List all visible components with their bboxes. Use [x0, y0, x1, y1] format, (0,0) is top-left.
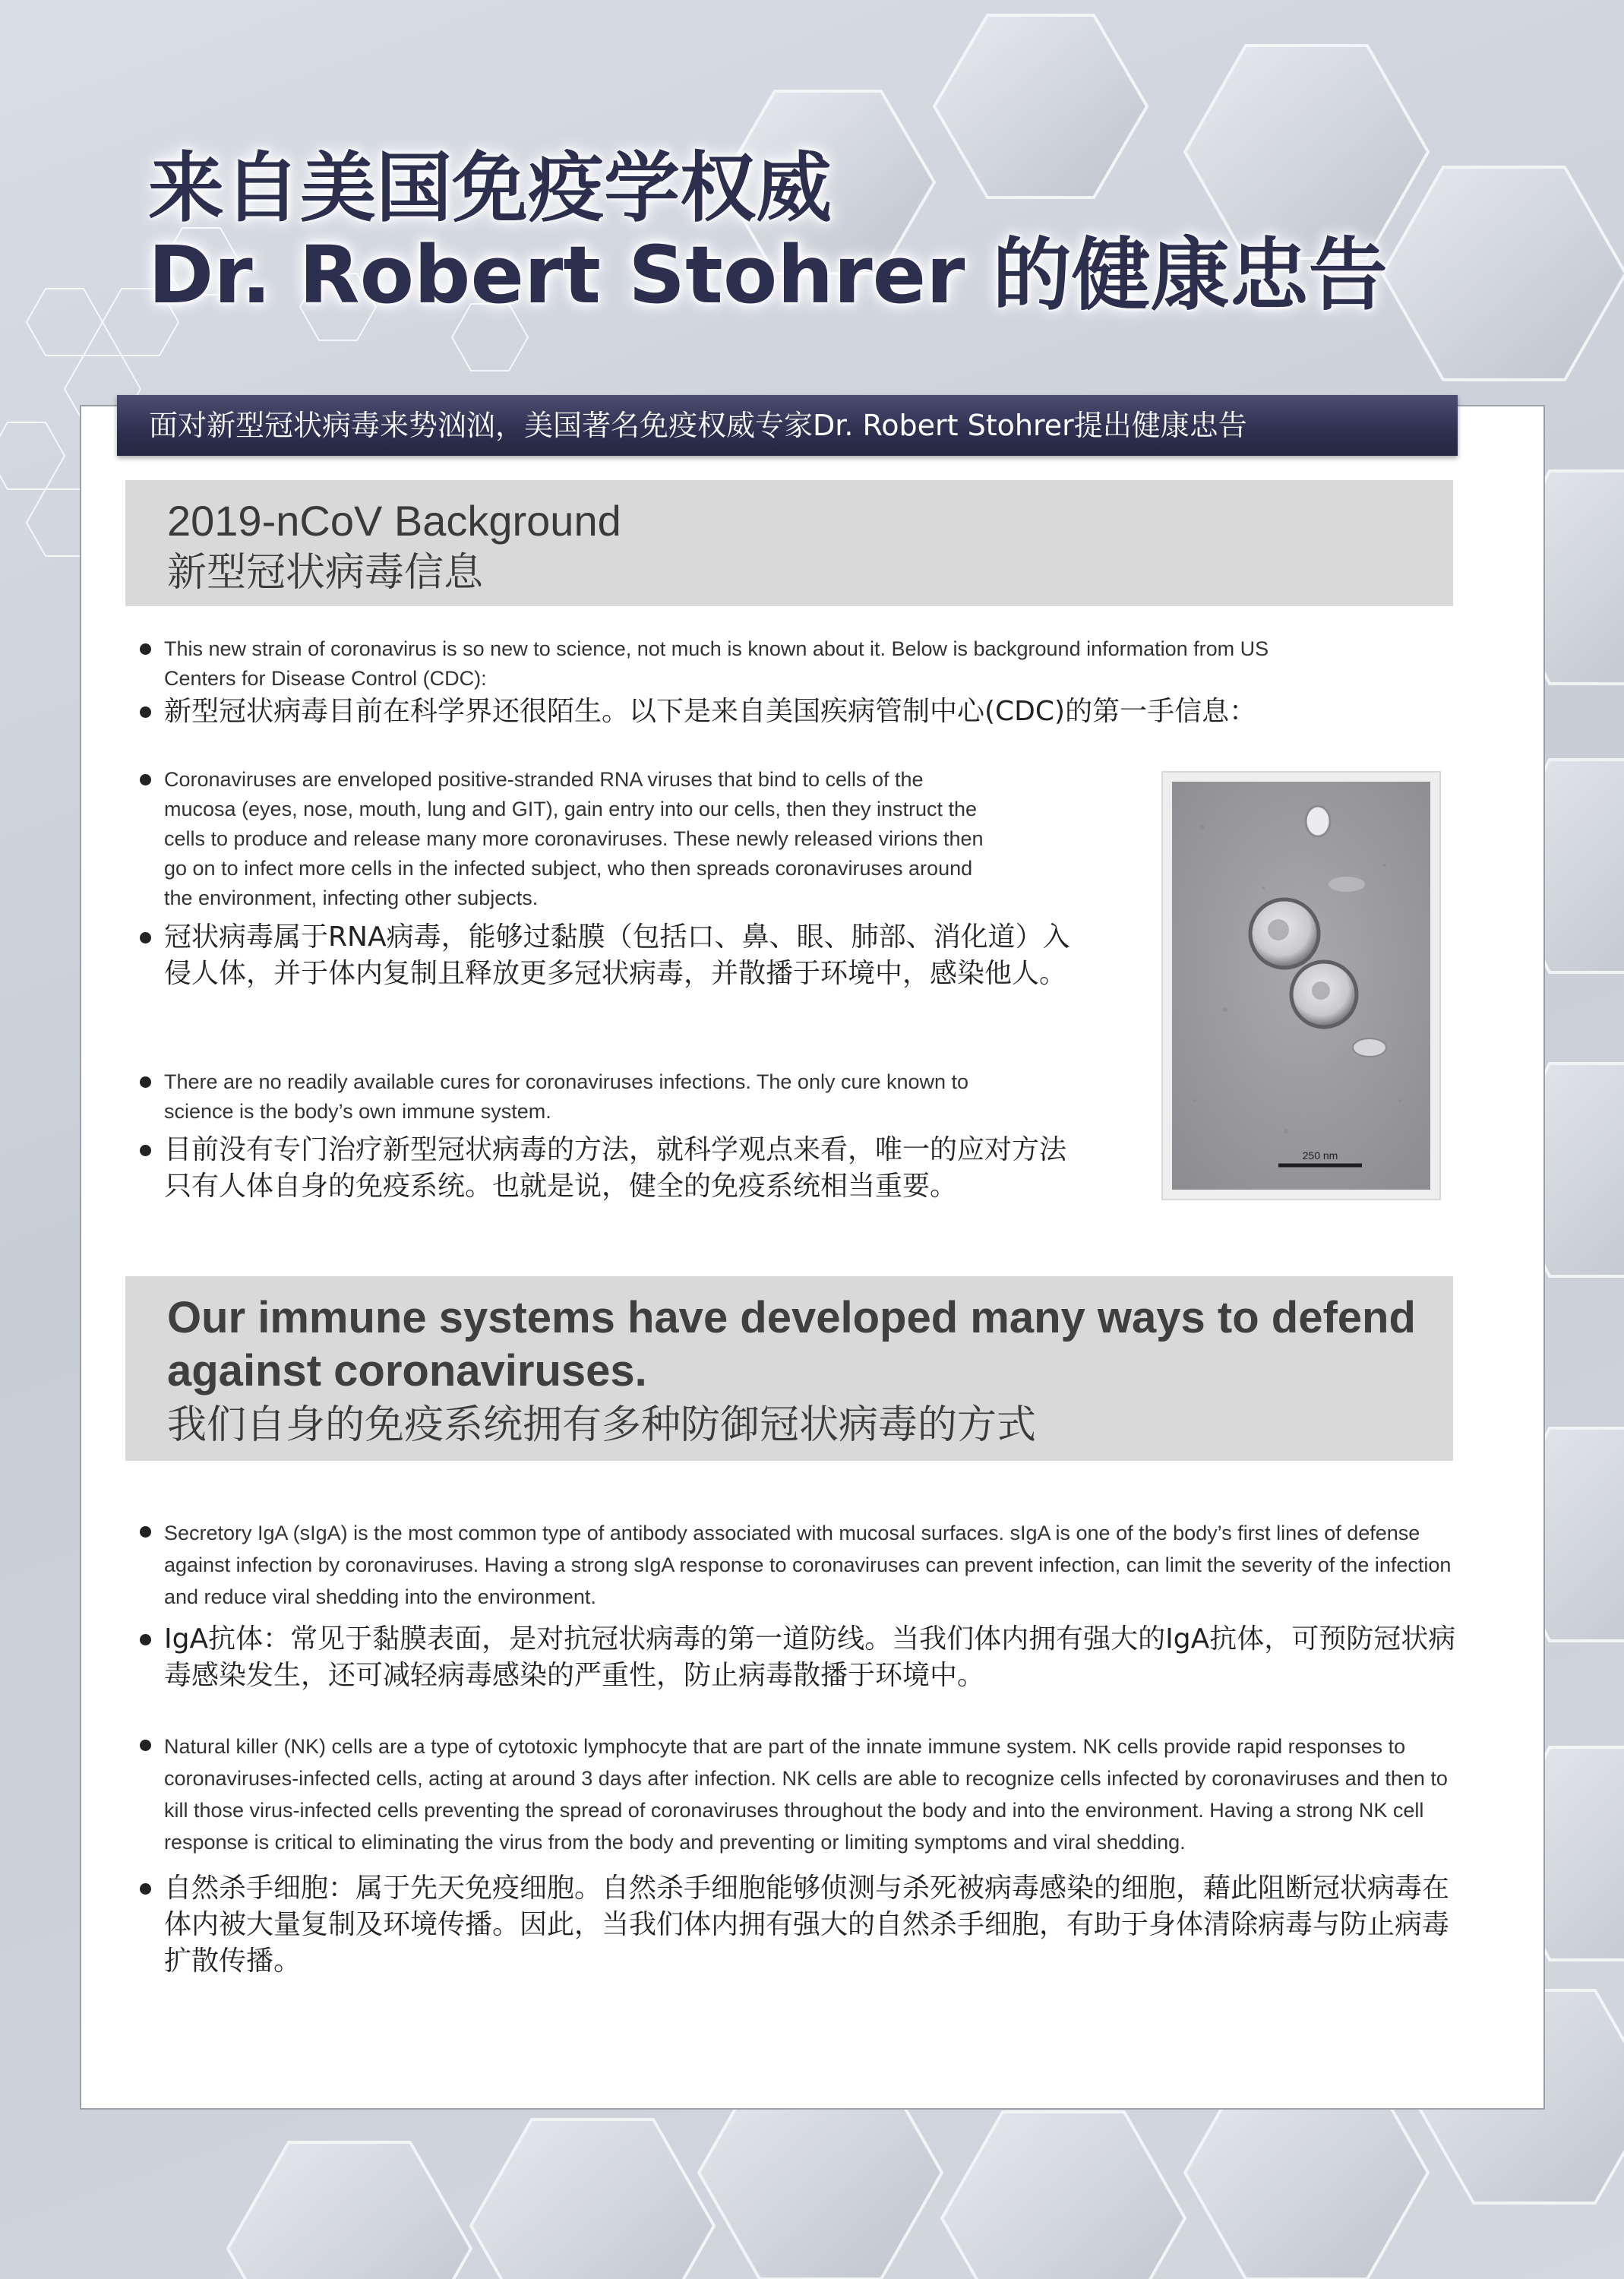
section-header-background-2 [125, 1276, 1453, 1461]
section-heading-en: 2019-nCoV Background [167, 497, 621, 545]
scale-bar-label: 250 nm [1302, 1149, 1338, 1162]
bullet-nk-en: Natural killer (NK) cells are a type of cytotoxic lymphocyte that are part of the innate immune system. NK cells provide rapid responses to coronaviruses-infected cells, acting at around 3 days after infection. NK cells are able to recognize cells infected by coronaviruses and then to kill those virus-infected cells preventing the spread of coronaviruses throughout the body and into the environment. Having a strong NK cell response is critical to eliminating the virus from the body and preventing or limiting symptoms and viral shedding. [140, 1731, 1469, 1858]
bullet-rna-en: Coronaviruses are enveloped positive-stranded RNA viruses that bind to cells of the mucosa (eyes, nose, mouth, lung and GIT), gain entry into our cells, then they instruct the cells to produce and release many more coronaviruses. These newly released virions then go on to infect more cells in the infected subject, who then spreads coronaviruses around the environment, infecting other subjects. [140, 765, 991, 913]
bullet-rna-zh: 冠状病毒属于RNA病毒，能够过黏膜（包括口、鼻、眼、肺部、消化道）入侵人体，并于体内复制且释放更多冠状病毒，并散播于环境中，感染他人。 [140, 919, 1085, 992]
section-heading-zh: 新型冠状病毒信息 [167, 550, 484, 596]
micrograph-drawing [1172, 782, 1430, 1190]
title-line-1: 来自美国免疫学权威 [148, 144, 832, 232]
bullet-cure-zh: 目前没有专门治疗新型冠状病毒的方法，就科学观点来看，唯一的应对方法只有人体自身的免疫系统。也就是说，健全的免疫系统相当重要。 [140, 1132, 1089, 1205]
subtitle-bar: 面对新型冠状病毒来势汹汹，美国著名免疫权威专家Dr. Robert Stohrer提出健康忠告 [117, 395, 1458, 456]
title-line-2: Dr. Robert Stohrer 的健康忠告 [148, 229, 1388, 321]
bullet-iga-zh: IgA抗体：常见于黏膜表面，是对抗冠状病毒的第一道防线。当我们体内拥有强大的IgA抗体，可预防冠状病毒感染发生，还可减轻病毒感染的严重性，防止病毒散播于环境中。 [140, 1621, 1461, 1694]
section-header-background [125, 480, 1453, 606]
title-block [148, 144, 1388, 321]
bullet-cure-en: There are no readily available cures for coronaviruses infections. The only cure known to science is the body’s own immune system. [140, 1067, 1013, 1127]
bullet-iga-en: Secretory IgA (sIgA) is the most common type of antibody associated with mucosal surfaces. sIgA is one of the body’s first lines of defense against infection by coronaviruses. Having a strong sIgA response to coronaviruses can prevent infection, can limit the severity of the infection and reduce viral shedding into the environment. [140, 1517, 1477, 1613]
section-heading-zh-2: 我们自身的免疫系统拥有多种防御冠状病毒的方式 [167, 1402, 1037, 1448]
section-heading-en-2: Our immune systems have developed many ways to defend against coronaviruses. [167, 1293, 1416, 1396]
coronavirus-micrograph-image [1161, 771, 1441, 1200]
bullet-cdc-en: This new strain of coronavirus is so new to science, not much is known about it. Below is background information from US Centers for Disease Control (CDC): [140, 634, 1340, 694]
bullet-cdc-zh: 新型冠状病毒目前在科学界还很陌生。以下是来自美国疾病管制中心(CDC)的第一手信息： [140, 694, 1385, 730]
bullet-nk-zh: 自然杀手细胞：属于先天免疫细胞。自然杀手细胞能够侦测与杀死被病毒感染的细胞，藉此阻断冠状病毒在体内被大量复制及环境传播。因此，当我们体内拥有强大的自然杀手细胞，有助于身体清除病毒与防止病毒扩散传播。 [140, 1870, 1461, 1980]
